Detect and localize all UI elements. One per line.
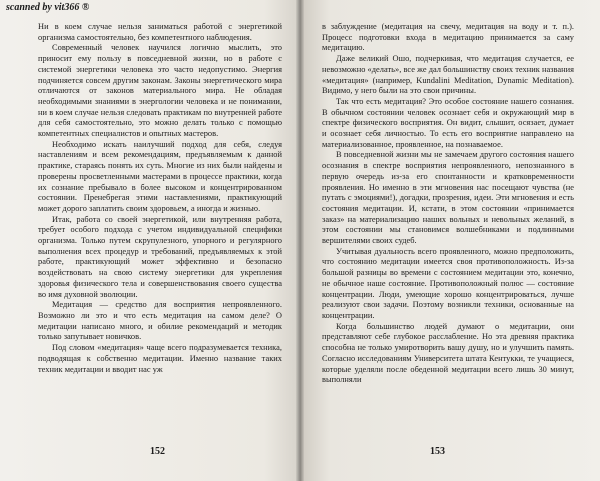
right-page xyxy=(300,0,600,481)
book-gutter xyxy=(296,0,304,481)
paragraph: Медитация — средство для восприятия непроявленного. Возможно ли это и что есть медитация на самом деле? О медитации написано много, и обилие рекомендаций и методик только запутывает новичков. xyxy=(38,300,282,342)
paragraph: Учитывая дуальность всего проявленного, можно предположить, что состоянию медитации имеется своя противоположность. Из-за большой разницы во времени с состоянием медитации это, конечно, не обычное наше состояние. Противоположный полюс — состояние концентрации. Люди, умеющие хорошо концентрироваться, лучше реализуют свои задачи. Поэтому возникли техники, основанные на концентрации. xyxy=(322,246,574,320)
page-number: 153 xyxy=(430,446,445,457)
paragraph: Когда большинство людей думают о медитации, они представляют себе глубокое расслабление. Но эта древняя практика способна не только умиротворить вашу душу, но и улучшить память. Согласно исследованиям Университета штата Кентукки, те учащиеся, которые уделяли после обеденной медитации всего лишь 30 минут, выполняли xyxy=(322,321,574,385)
paragraph: Современный человек научился логично мыслить, это приносит ему пользу в повседневной жизни, но в работе с системой энергетики человека это часто недопустимо. Энергия подчиняется совсем другим законам. Законы энергетического мира отличаются от законов материального мира. Не обладая необходимыми знаниями в энергологии человека и не понимании, ни в коем случае нельзя следовать практикам по внутренней работе для себя самостоятельно, это можно делать только с помощью компетентных специалистов и опытных мастеров. xyxy=(38,43,282,139)
paragraph: Ни в коем случае нельзя заниматься работой с энергетикой организма самостоятельно, без компетентного наблюдения. xyxy=(38,22,282,42)
paragraph: Под словом «медитация» чаще всего подразумевается техника, подводящая к собственно медитации. Именно название таких техник медитации и вводит нас уж xyxy=(38,343,282,374)
paragraph: Необходимо искать наилучший подход для себя, следуя наставлениям и всем рекомендациям, предъявляемым к данной практике, стараясь понять их суть. Многие из них были найдены и проверены просветленными мастерами в процессе практики, когда их сознание пребывало в более высоком и концентрированном состоянии. Пренебрегая этими наставлениями, практикующий может дорого заплатить своим здоровьем, а иногда и жизнью. xyxy=(38,139,282,213)
right-page-text xyxy=(322,22,574,386)
page-number: 152 xyxy=(150,446,165,457)
scan-label: scanned by vit366 ® xyxy=(6,2,90,13)
paragraph: Так что есть медитация? Это особое состояние нашего сознания. В обычном состоянии человек осознает себя и окружающий мир в спектре физического восприятия. Он видит, слышит, осязает, думает и осознает себя личностью. То есть его восприятие направлено на материализованное, проявленное, на познаваемое. xyxy=(322,96,574,149)
paragraph: Даже великий Ошо, подчеркивая, что медитация случается, ее невозможно «делать», все же дал большинству своих техник названия «медитация» (например, Kundalini Meditation, Dynamic Meditation). Видимо, у него были на это свои причины. xyxy=(322,54,574,96)
paragraph: В повседневной жизни мы не замечаем другого состояния нашего осознания в спектре восприятия непроявленного, непознанного в первую очередь из-за его спонтанности и кратковременности проявления. Но именно в эти мгновения нас посещают чувства (не путать с эмоциями!), догадки, прозрения, идеи. Эти мгновения и есть состояния медитации. И, кстати, в этом состоянии «принимается заказ» на материализацию наших вольных и невольных желаний, в этом состоянии мы становимся волшебниками и подлинными вершителями своих судеб. xyxy=(322,150,574,246)
left-page-text xyxy=(38,22,282,375)
paragraph: Итак, работа со своей энергетикой, или внутренняя работа, требует особого подхода с учетом индивидуальной специфики организма. Только путем скрупулезного, упорного и регулярного выполнения всех процедур и требований, предъявляемых к этой работе, практикующий может эффективно и безопасно воздействовать на свою систему энергетики для укрепления здоровья физического тела и совершенствования своего существа во имя духовной эволюции. xyxy=(38,214,282,299)
paragraph: в заблуждение (медитация на свечу, медитация на воду и т. п.). Процесс подготовки входа в медитацию принимается за саму медитацию. xyxy=(322,22,574,53)
